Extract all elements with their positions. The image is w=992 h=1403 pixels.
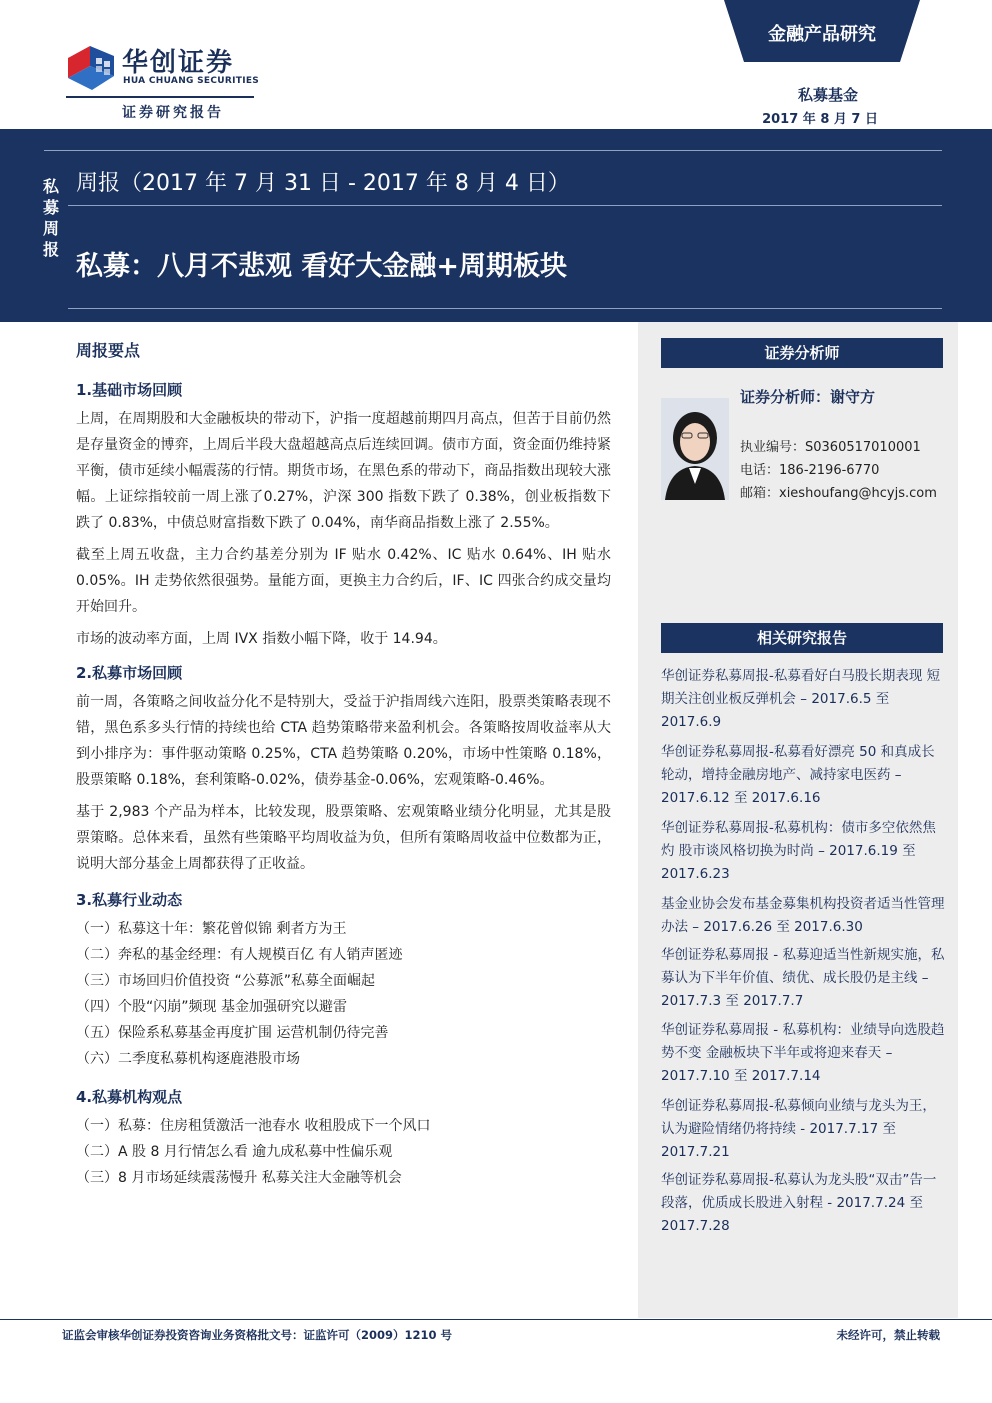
report-type-label: 证券研究报告 [122,105,224,121]
logo-text-cn: 华创证券 [122,48,235,78]
analyst-name: 证券分析师：谢守方 [740,388,876,406]
page-title: 私募：八月不悲观 看好大金融+周期板块 [76,251,568,282]
related-report-link[interactable]: 华创证券私募周报-私募倾向业绩与龙头为王，认为避险情绪仍将持续 - 2017.7.17 至 2017.7.21 [661,1098,936,1160]
related-report-link[interactable]: 基金业协会发布基金募集机构投资者适当性管理办法 – 2017.6.26 至 2017.6.30 [661,896,945,935]
related-report-link[interactable]: 华创证券私募周报 - 私募机构：业绩导向选股趋势不变 金融板块下半年或将迎来春天 – 2017.7.10 至 2017.7.14 [661,1022,945,1084]
company-logo [66,40,260,100]
section-heading-industry-news: 3.私募行业动态 [76,891,183,909]
list-item: （二）奔私的基金经理：有人规模百亿 有人销声匿迹 [76,947,403,963]
summary-title: 周报要点 [76,341,141,360]
banner-rule-top [44,150,942,151]
industry-news-list [76,916,611,1072]
section-heading-views: 4.私募机构观点 [76,1088,183,1106]
copyright-notice: 未经许可，禁止转载 [836,1328,940,1342]
paragraph-market-review: 上周，在周期股和大金融板块的带动下，沪指一度超越前期四月高点，但苦于目前仍然是存量资金的博弈，上周后半段大盘超越高点后连续回调。债市方面，资金面仍维持紧平衡，债市延续小幅震荡的行情。期货市场，在黑色系的带动下，商品指数出现较大涨幅。上证综指较前一周上涨了0.27%，沪深 300 指数下跌了 0.38%，创业板指数下跌了 0.83%，中债总财富指数下跌了 0.04%，南华商品指数上涨了 2.55%。 [76,411,611,531]
vertical-series-label: 私 募 周 报 [42,177,59,259]
banner-rule-mid [68,205,942,206]
regulatory-notice: 证监会审核华创证券投资咨询业务资格批文号：证监许可（2009）1210 号 [62,1328,453,1342]
related-report-link[interactable]: 华创证券私募周报-私募看好漂亮 50 和真成长轮动，增持金融房地产、减持家电医药 –2017.6.12 至 2017.6.16 [661,744,935,806]
institution-views-list [76,1113,611,1191]
paragraph-strategy-returns: 前一周，各策略之间收益分化不是特别大，受益于沪指周线六连阳，股票类策略表现不错，黑色系多头行情的持续也给 CTA 趋势策略带来盈利机会。各策略按周收益率从大到小排序为：事件驱动策略 0.25%，CTA 趋势策略 0.20%，市场中性策略 0.18%，股票策略 0.18%，套利策略-0.02%，债券基金-0.06%，宏观策略-0.46%。 [76,694,611,788]
list-item: （二）A 股 8 月行情怎么看 逾九成私募中性偏乐观 [76,1144,393,1160]
report-date: 2017 年 8 月 7 日 [762,112,878,127]
related-report-link[interactable]: 华创证券私募周报-私募认为龙头股“双击”告一段落，优质成长股进入射程 - 2017.7.24 至 2017.7.28 [661,1172,937,1234]
list-item: （三）8 月市场延续震荡慢升 私募关注大金融等机会 [76,1170,402,1186]
related-report-link[interactable]: 华创证券私募周报 - 私募迎适当性新规实施，私募认为下半年价值、绩优、成长股仍是主线 – 2017.7.3 至 2017.7.7 [661,947,945,1009]
logo-cube-icon [66,44,116,92]
analyst-header: 证券分析师 [661,338,943,368]
weekly-period: 周报（2017 年 7 月 31 日 - 2017 年 8 月 4 日） [76,171,570,196]
analyst-license: 执业编号：S0360517010001 [740,440,921,455]
section-heading-market: 1.基础市场回顾 [76,381,183,399]
footer-divider [0,1319,992,1320]
analyst-phone: 电话：186-2196-6770 [740,463,880,478]
related-report-link[interactable]: 华创证券私募周报-私募机构：债市多空依然焦灼 股市谈风格切换为时尚 – 2017.6.19 至 2017.6.23 [661,820,936,882]
summary-column [76,338,611,1191]
paragraph-volatility: 市场的波动率方面，上周 IVX 指数小幅下降，收于 14.94。 [76,631,447,647]
section-tag: 金融产品研究 [768,24,876,45]
related-report-link[interactable]: 华创证券私募周报-私募看好白马股长期表现 短期关注创业板反弹机会 – 2017.6.5 至 2017.6.9 [661,668,941,730]
related-reports-header: 相关研究报告 [661,623,943,653]
logo-divider [66,96,254,98]
list-item: （一）私募：住房租赁激活一池春水 收租股成下一个风口 [76,1118,431,1134]
title-banner [0,129,992,322]
analyst-email[interactable]: 邮箱：xieshoufang@hcyjs.com [740,486,937,501]
section-heading-private-market: 2.私募市场回顾 [76,664,183,682]
list-item: （三）市场回归价值投资 “公募派”私募全面崛起 [76,973,375,989]
analyst-photo [661,398,729,500]
paragraph-basis: 截至上周五收盘，主力合约基差分别为 IF 贴水 0.42%、IC 贴水 0.64%、IH 贴水 0.05%。IH 走势依然很强势。量能方面，更换主力合约后，IF、IC 四张合约成交量均开始回升。 [76,547,611,615]
list-item: （六）二季度私募机构逐鹿港股市场 [76,1051,300,1067]
analyst-portrait-icon [661,398,729,500]
list-item: （五）保险系私募基金再度扩围 运营机制仍待完善 [76,1025,389,1041]
report-category: 私募基金 [797,86,858,104]
list-item: （四）个股“闪崩”频现 基金加强研究以避雷 [76,999,347,1015]
paragraph-sample-analysis: 基于 2,983 个产品为样本，比较发现，股票策略、宏观策略业绩分化明显，尤其是股票策略。总体来看，虽然有些策略平均周收益为负，但所有策略周收益中位数都为正，说明大部分基金上周都获得了正收益。 [76,804,611,872]
logo-text-en: HUA CHUANG SECURITIES [123,76,260,86]
list-item: （一）私募这十年：繁花曾似锦 剩者方为王 [76,921,347,937]
banner-rule-bottom [68,308,942,309]
